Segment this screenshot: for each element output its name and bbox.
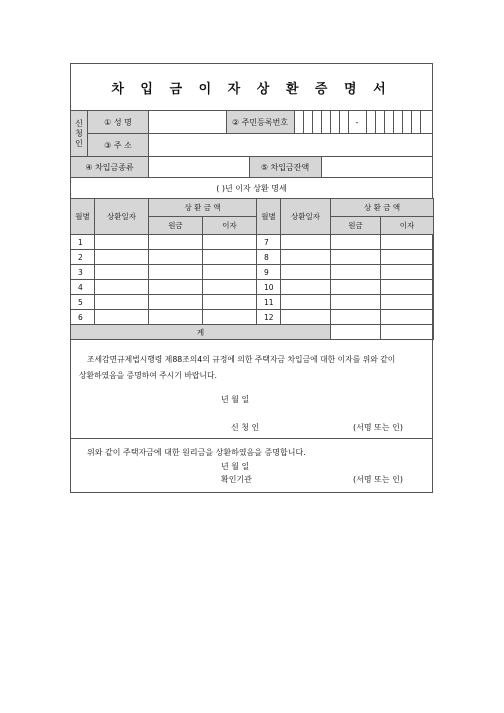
total-principal-cell[interactable] [331, 325, 381, 340]
table-row [71, 250, 434, 265]
request-date-line: 년 월 일 [221, 395, 250, 404]
principal-cell[interactable] [331, 265, 381, 280]
loan-balance-label: ⑤ 차입금잔액 [260, 162, 310, 172]
applicant-sign-label: 신 청 인 [231, 423, 260, 432]
principal-cell[interactable] [149, 280, 203, 295]
principal-cell[interactable] [149, 310, 203, 325]
interest-cell[interactable] [381, 310, 434, 325]
table-row [71, 235, 434, 250]
date-cell[interactable] [281, 235, 331, 250]
date-cell[interactable] [281, 310, 331, 325]
loan-balance-field[interactable] [322, 157, 432, 177]
date-cell[interactable] [281, 295, 331, 310]
interest-cell[interactable] [381, 250, 434, 265]
date-cell[interactable] [281, 265, 331, 280]
month-cell: 1 [71, 235, 95, 250]
address-field[interactable] [149, 134, 432, 156]
resident-id-label: ② 주민등록번호 [231, 117, 289, 127]
total-interest-cell[interactable] [381, 325, 434, 340]
date-cell[interactable] [95, 295, 149, 310]
address-label: ③ 주 소 [104, 140, 132, 150]
month-cell: 6 [71, 310, 95, 325]
applicant-group-label: 신청인 [74, 118, 84, 149]
table-row [71, 310, 434, 325]
table-row [71, 295, 434, 310]
interest-header-left: 이자 [203, 217, 257, 235]
date-cell[interactable] [95, 280, 149, 295]
table-row [71, 265, 434, 280]
month-cell: 10 [257, 280, 281, 295]
month-cell: 5 [71, 295, 95, 310]
principal-cell[interactable] [331, 235, 381, 250]
total-label: 계 [71, 325, 331, 340]
interest-cell[interactable] [203, 280, 257, 295]
interest-cell[interactable] [381, 235, 434, 250]
date-cell[interactable] [95, 265, 149, 280]
date-header-right: 상환일자 [281, 199, 331, 235]
month-header-right: 월별 [257, 199, 281, 235]
interest-cell[interactable] [203, 265, 257, 280]
date-cell[interactable] [281, 250, 331, 265]
date-header-left: 상환일자 [95, 199, 149, 235]
principal-cell[interactable] [331, 295, 381, 310]
date-cell[interactable] [281, 280, 331, 295]
applicant-sign-note: (서명 또는 인) [353, 423, 403, 432]
month-cell: 9 [257, 265, 281, 280]
date-cell[interactable] [95, 250, 149, 265]
principal-cell[interactable] [149, 295, 203, 310]
name-field[interactable] [149, 111, 226, 133]
month-cell: 4 [71, 280, 95, 295]
principal-cell[interactable] [149, 265, 203, 280]
table-row [71, 280, 434, 295]
date-cell[interactable] [95, 235, 149, 250]
principal-cell[interactable] [149, 250, 203, 265]
certify-text: 위와 같이 주택자금에 대한 원리금을 상환하였음을 증명합니다. [87, 448, 306, 457]
amount-header-left: 상 환 금 액 [149, 199, 257, 217]
interest-cell[interactable] [381, 280, 434, 295]
principal-header-right: 원금 [331, 217, 381, 235]
certificate-form [70, 63, 433, 493]
amount-header-right: 상 환 금 액 [331, 199, 434, 217]
name-label: ① 성 명 [104, 117, 132, 127]
institution-label: 확인기관 [221, 475, 252, 484]
principal-cell[interactable] [331, 310, 381, 325]
principal-header-left: 원금 [149, 217, 203, 235]
interest-cell[interactable] [381, 265, 434, 280]
institution-sign-note: (서명 또는 인) [353, 475, 403, 484]
month-cell: 7 [257, 235, 281, 250]
principal-cell[interactable] [149, 235, 203, 250]
interest-cell[interactable] [203, 250, 257, 265]
document-title: 차 입 금 이 자 상 환 증 명 서 [111, 81, 392, 97]
interest-cell[interactable] [381, 295, 434, 310]
principal-cell[interactable] [331, 280, 381, 295]
resident-id-field[interactable] [294, 111, 432, 133]
month-cell: 11 [257, 295, 281, 310]
interest-header-right: 이자 [381, 217, 434, 235]
total-row [71, 325, 434, 340]
date-cell[interactable] [95, 310, 149, 325]
request-text: 조세감면규제법시행령 제88조의4의 규정에 의한 주택자금 차입금에 대한 이자를 위와 같이 상환하였음을 증명하여 주시기 바랍니다. [79, 355, 396, 380]
repayment-table [70, 198, 434, 340]
month-cell: 12 [257, 310, 281, 325]
statement-heading: ( )년 이자 상환 명세 [216, 183, 287, 193]
loan-type-field[interactable] [149, 157, 249, 177]
month-cell: 8 [257, 250, 281, 265]
resident-id-separator: - [355, 117, 359, 127]
interest-cell[interactable] [203, 310, 257, 325]
month-header-left: 월별 [71, 199, 95, 235]
certify-date-line: 년 월 일 [221, 462, 250, 471]
month-cell: 3 [71, 265, 95, 280]
loan-type-label: ④ 차입금종류 [85, 162, 134, 172]
principal-cell[interactable] [331, 250, 381, 265]
interest-cell[interactable] [203, 295, 257, 310]
month-cell: 2 [71, 250, 95, 265]
interest-cell[interactable] [203, 235, 257, 250]
